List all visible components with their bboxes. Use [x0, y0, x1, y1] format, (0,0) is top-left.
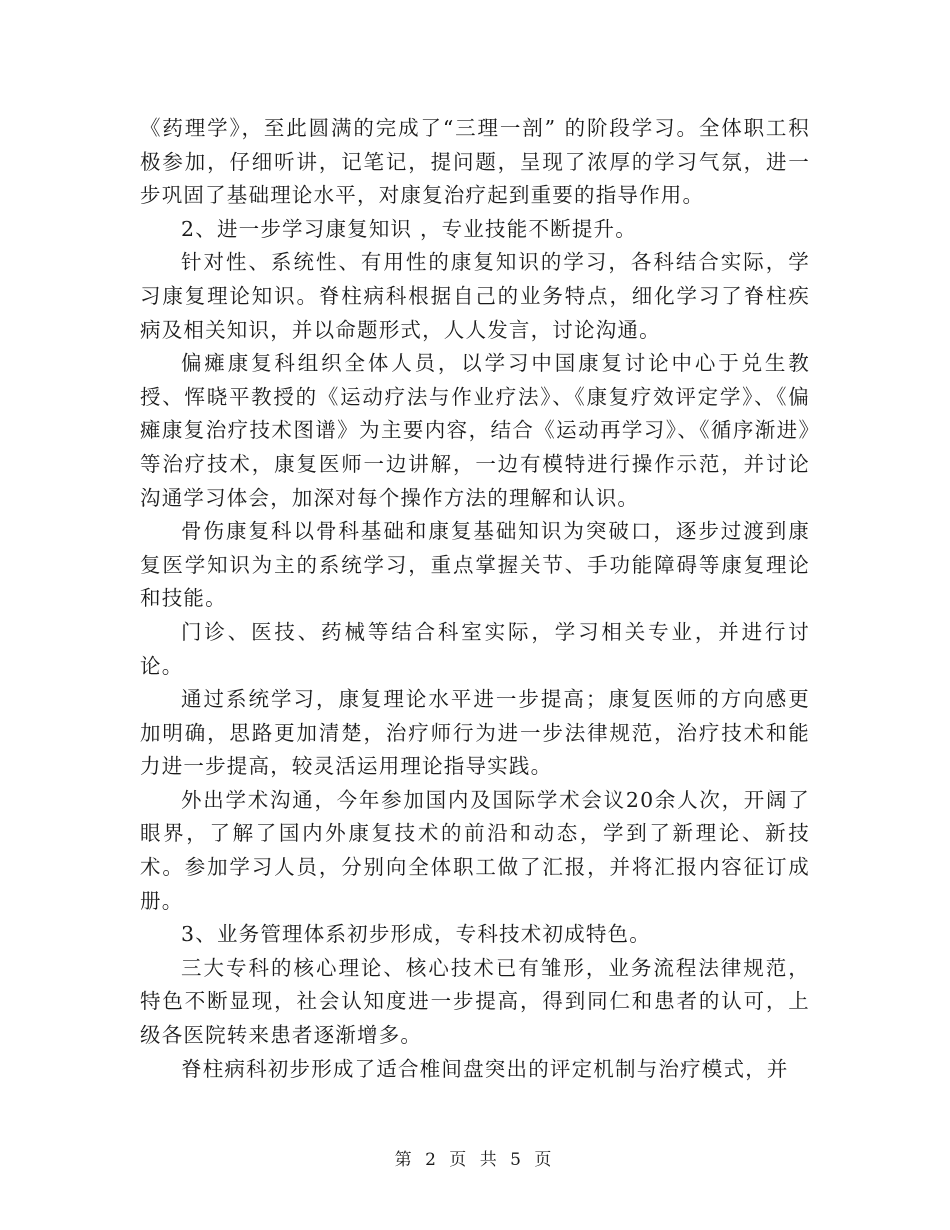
paragraph-6: 门诊、医技、药械等结合科室实际，学习相关专业，并进行讨论。	[140, 619, 810, 678]
paragraph-3: 针对性、系统性、有用性的康复知识的学习，各科结合实际，学习康复理论知识。脊柱病科根据自己的业务特点，细化学习了脊柱疾病及相关知识，并以命题形式，人人发言，讨论沟通。	[140, 250, 810, 342]
paragraph-9: 3、业务管理体系初步形成，专科技术初成特色。	[181, 922, 651, 947]
paragraph-5: 骨伤康复科以骨科基础和康复基础知识为突破口，逐步过渡到康复医学知识为主的系统学习，重点掌握关节、手功能障碍等康复理论和技能。	[140, 519, 810, 611]
paragraph-1: 《药理学》，至此圆满的完成了“三理一剖” 的阶段学习。全体职工积极参加，仔细听讲，记笔记，提问题，呈现了浓厚的学习气氛，进一步巩固了基础理论水平，对康复治疗起到重要的指导作用。	[140, 116, 810, 208]
paragraph-11: 脊柱病科初步形成了适合椎间盘突出的评定机制与治疗模式，并	[181, 1056, 789, 1081]
paragraph-10: 三大专科的核心理论、核心技术已有雏形，业务流程法律规范，特色不断显现，社会认知度进一步提高，得到同仁和患者的认可，上级各医院转来患者逐渐增多。	[140, 955, 810, 1048]
paragraph-2: 2、进一步学习康复知识 ，专业技能不断提升。	[181, 216, 637, 241]
document-body	[140, 112, 810, 1086]
page-number-footer: 第 2 页 共 5 页	[394, 1150, 556, 1170]
paragraph-7: 通过系统学习，康复理论水平进一步提高；康复医师的方向感更加明确，思路更加清楚，治疗师行为进一步法律规范，治疗技术和能力进一步提高，较灵活运用理论指导实践。	[140, 687, 810, 779]
paragraph-4: 偏瘫康复科组织全体人员，以学习中国康复讨论中心于兑生教授、恽晓平教授的《运动疗法与作业疗法》、《康复疗效评定学》、《偏瘫康复治疗技术图谱》为主要内容，结合《运动再学习》、《循序渐进》等治疗技术，康复医师一边讲解，一边有模特进行操作示范，并讨论沟通学习体会，加深对每个操作方法的理解和认识。	[140, 351, 810, 510]
paragraph-8: 外出学术沟通，今年参加国内及国际学术会议20余人次，开阔了眼界，了解了国内外康复技术的前沿和动态，学到了新理论、新技术。参加学习人员，分别向全体职工做了汇报，并将汇报内容征订成册。	[140, 787, 810, 913]
